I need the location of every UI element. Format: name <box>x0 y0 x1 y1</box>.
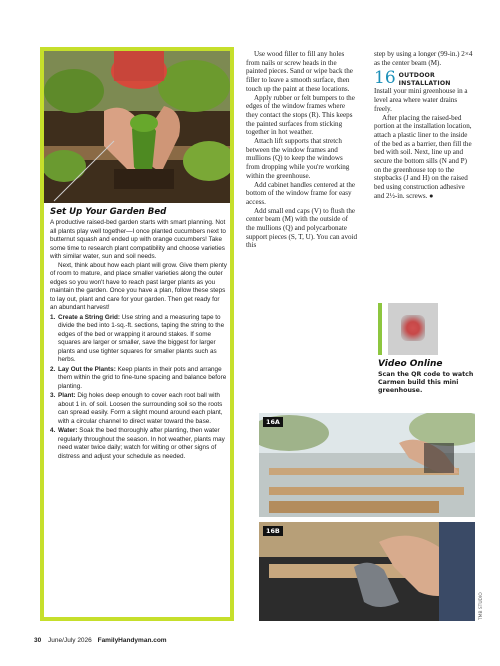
accent-bar <box>378 303 382 355</box>
body-paragraph: Apply rubber or felt bumpers to the edges of the window frames where they contact the stops (R). This keeps the painted surfaces from sticking together in hot weather. <box>246 93 355 137</box>
garden-planting-photo <box>44 51 230 203</box>
photo-label: 16A <box>263 417 283 427</box>
page-number: 30 <box>34 637 42 644</box>
sidebar-steps-list <box>50 314 228 462</box>
photo-16b <box>259 522 475 621</box>
sidebar-step: 4. Water: Soak the bed thoroughly after planting, then water regularly throughout the season. In hot weather, plants may need water twice daily; watch for wilting or other signs of distress and adjust your schedule as needed. <box>50 427 225 460</box>
video-text: Scan the QR code to watch Carmen build this mini greenhouse. <box>378 371 474 394</box>
body-column-2 <box>246 50 358 250</box>
sidebar-title: Set Up Your Garden Bed <box>50 207 167 217</box>
video-title: Video Online <box>378 359 443 369</box>
sidebar-paragraph: A productive raised-bed garden starts with smart planning. Not all plants play well together—I once planted cucumbers next to butternut squash and ended up with orange cucumbers! Take some time to research plant compatibility and choose varieties with similar water, sun and soil needs. <box>50 219 226 260</box>
sidebar-step: 2. Lay Out the Plants: Keep plants in their pots and arrange them within the grid to fine-tune spacing and balance before planting. <box>50 365 227 390</box>
body-paragraph: Install your mini greenhouse in a level area where water drains freely. <box>374 87 468 113</box>
sidebar-step: 3. Plant: Dig holes deep enough to cover each root ball with about 1 in. of soil. Loosen the surrounding soil so the roots can spread easily. Form a slight mound around each plant, with a circular channel to direct water toward the base. <box>50 392 223 425</box>
body-paragraph: Add small end caps (V) to flush the center beam (M) with the outside of the mullions (Q) and polycarbonate support pieces (S, T, U). You can avoid this <box>246 206 358 250</box>
site-name: FamilyHandyman.com <box>97 637 167 644</box>
qr-code[interactable] <box>388 303 438 355</box>
sidebar-step: 1. Create a String Grid: Use string and a measuring tape to divide the bed into 1-sq.-ft. sections, taping the string to the edges of the bed or wrapping it around stakes. If some squares are larger or smaller, save the biggest for larger plants and use tighter squares for smaller plants such as herbs. <box>50 313 225 363</box>
photo-credit: TMB STUDIO <box>479 592 484 620</box>
photo-16a <box>259 413 475 517</box>
body-column-3 <box>374 50 474 201</box>
body-paragraph: Attach lift supports that stretch between the window frames and mullions (Q) to keep the windows from dropping while you're working within the greenhouse. <box>246 137 350 180</box>
body-paragraph: step by using a longer (99-in.) 2×4 as the center beam (M). <box>374 50 473 67</box>
body-paragraph: Use wood filler to fill any holes from nails or screw heads in the painted pieces. Sand or wipe back the filler to leave a smooth surface, then touch up the paint at these locations. <box>246 50 353 93</box>
photo-label: 16B <box>263 526 283 536</box>
step-label: OUTDOOR INSTALLATION <box>398 72 451 87</box>
garden-bed-sidebar <box>40 47 234 621</box>
body-paragraph: After placing the raised-bed portion at the installation location, attach a plastic liner to the inside of the bed as a barrier, then fill the bed with soil. Next, line up and secure the bottom sills (N and P) on the greenhouse top to the stepbacks (J and H) on the raised bed using construction adhesive and 2½-in. screws. ● <box>374 113 472 200</box>
step-heading <box>374 68 474 89</box>
body-paragraph: Add cabinet handles centered at the bottom of the window frame for easy access. <box>246 180 356 206</box>
step-number: 16 <box>374 68 396 89</box>
sidebar-body <box>50 207 228 462</box>
sidebar-paragraph: Next, think about how each plant will grow. Give them plenty of room to mature, and place smaller varieties along the outer edges so you won't have to reach past larger plants as you maintain the garden. Once you have a plan, follow these steps to lay out, plant and care for your garden. Then get ready for an abundant harvest! <box>50 261 227 311</box>
page-footer <box>34 637 167 644</box>
issue-date: June/July 2026 <box>48 637 92 644</box>
qr-code-icon <box>401 315 425 341</box>
